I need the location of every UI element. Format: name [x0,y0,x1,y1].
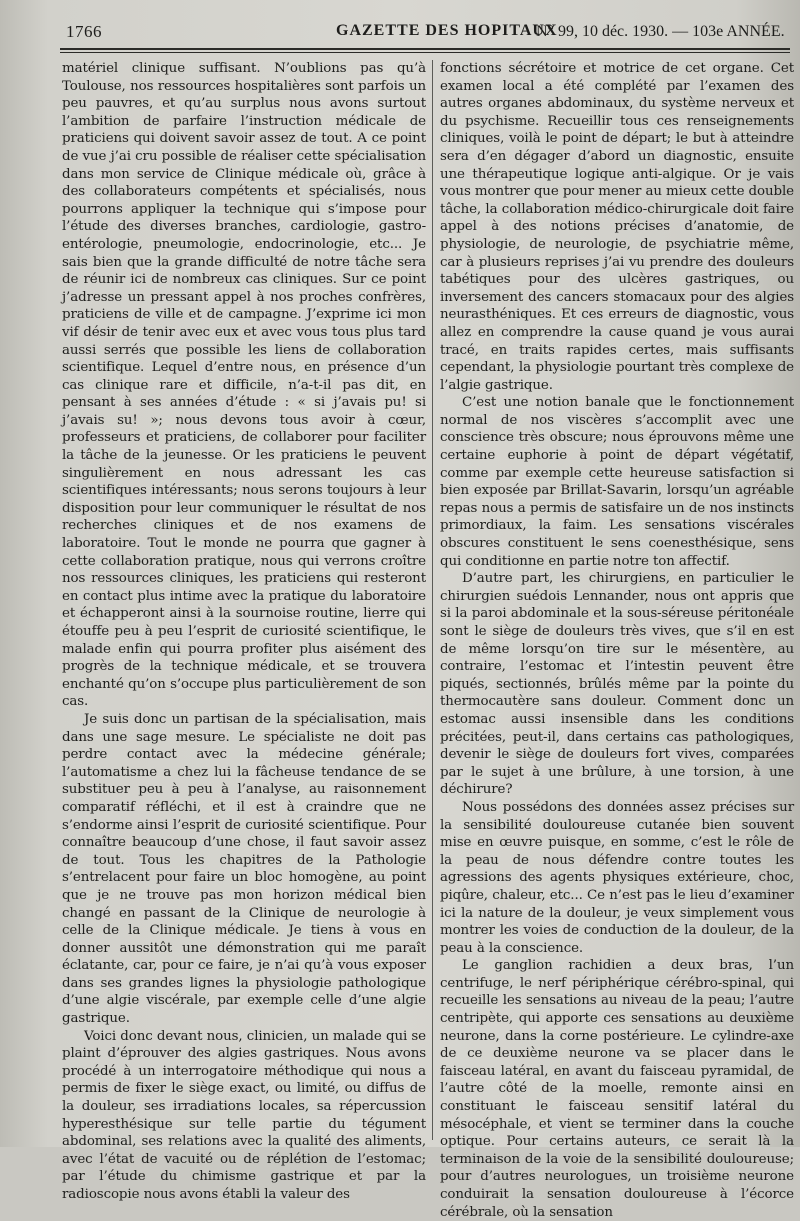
paragraph: Le ganglion rachidien a deux bras, l’un centrifuge, le nerf périphérique cérébro-spinal, qui recueille les sensations au niveau de la peau; l’autre centripète, qui apporte ces sensations au deuxième neurone, dans la corne postérieure. Le cylindre-axe de ce deuxième neurone va se placer dans le faisceau latéral, en avant du faisceau pyramidal, de l’autre côté de la moelle, remonte ainsi en constituant le faisceau sensitif latéral du mésocéphale, et vient se terminer dans la couche optique. Pour certains auteurs, ce serait là la terminaison de la voie de la sensibilité douloureuse; pour d’autres neurologues, un troisième neurone conduirait la sensation douloureuse à l’écorce cérébrale, où la sensation [440,958,794,1220]
issue-info: N° 99, 10 déc. 1930. — 103e ANNÉE. [536,23,785,40]
paragraph: D’autre part, les chirurgiens, en particulier le chirurgien suédois Lennander, nous ont appris que si la paroi abdominale et la sous-séreuse péritonéale sont le siège de douleurs très vives, que s’il en est de même lorsqu’on tire sur le mésentère, au contraire, l’estomac et l’intestin peuvent être piqués, sectionnés, brûlés même par la pointe du thermocautère sans douleur. Comment donc un estomac aussi insensible dans les conditions précitées, peut-il, dans certains cas pathologiques, devenir le siège de douleurs fort vives, comparées par le sujet à une brûlure, à une torsion, à une déchirure? [440,571,794,798]
paragraph: Voici donc devant nous, clinicien, un malade qui se plaint d’éprouver des algies gastriques. Nous avons procédé à un interrogatoire méthodique qui nous a permis de fixer le siège exact, ou limité, ou diffus de la douleur, ses irradiations locales, sa répercussion hyperesthésique sur telle partie du tégument abdominal, ses relations avec la qualité des aliments, avec l’état de vacuité ou de réplétion de l’estomac; par l’étude du chimisme gastrique et par la radioscopie nous avons établi la valeur des [62,1028,426,1202]
paragraph: Nous possédons des données assez précises sur la sensibilité douloureuse cutanée bien souvent mise en œuvre puisque, en somme, c’est le rôle de la peau de nous défendre contre toutes les agressions des agents physiques extérieure, choc, piqûre, chaleur, etc... Ce n’est pas le lieu d’examiner ici la nature de la douleur, je veux simplement vous montrer les voies de conduction de la douleur, de la peau à la conscience. [440,799,794,956]
right-column [440,60,794,1220]
column-divider [432,60,433,1140]
running-header [66,14,790,44]
paragraph: C’est une notion banale que le fonctionnement normal de nos viscères s’accomplit avec une conscience très obscure; nous éprouvons même une certaine euphorie à point de départ végétatif, comme par exemple cette heureuse satisfaction si bien exposée par Brillat-Savarin, lorsqu’un agréable repas nous a permis de satisfaire un de nos instincts primordiaux, la faim. Les sensations viscérales obscures constituent le sens coenesthésique, sens qui conditionne en partie notre ton affectif. [440,395,794,569]
paragraph: fonctions sécrétoire et motrice de cet organe. Cet examen local a été complété par l’examen des autres organes abdominaux, du système nerveux et du psychisme. Recueillir tous ces renseignements cliniques, voilà le point de départ; le but à atteindre sera d’en dégager d’abord un diagnostic, ensuite une thérapeutique logique anti-algique. Or je vais vous montrer que pour mener au mieux cette double tâche, la collaboration médico-chirurgicale doit faire appel à des notions précises d’anatomie, de physiologie, de neurologie, de psychiatrie même, car à plusieurs reprises j’ai vu prendre des douleurs tabétiques pour des ulcères gastriques, ou inversement des cancers stomacaux pour des algies neurasthéniques. Et ces erreurs de diagnostic, vous allez en comprendre la cause quand je vous aurai tracé, en traits rapides certes, mais suffisants cependant, la physiologie pourtant très complexe de l’algie gastrique. [440,61,794,393]
paragraph: Je suis donc un partisan de la spécialisation, mais dans une sage mesure. Le spécialiste ne doit pas perdre contact avec la médecine générale; l’automatisme a chez lui la fâcheuse tendance de se substituer peu à peu à l’analyse, au raisonnement comparatif réfléchi, et il est à craindre que ne s’endorme ainsi l’esprit de curiosité scientifique. Pour connaître beaucoup d’une chose, il faut savoir assez de tout. Tous les chapitres de la Pathologie s’entrelacent pour faire un bloc homogène, au point que je ne trouve pas mon horizon médical bien changé en passant de la Clinique de neurologie à celle de la Clinique médicale. Je tiens à vous en donner aussitôt une démonstration qui me paraît éclatante, car, pour ce faire, je n’ai qu’à vous exposer dans ses grandes lignes la physiologie pathologique d’une algie viscérale, par exemple celle d’une algie gastrique. [62,711,426,1027]
header-rule [60,48,790,50]
paragraph: matériel clinique suffisant. N’oublions pas qu’à Toulouse, nos ressources hospitalières sont parfois un peu pauvres, et qu’au surplus nous avons surtout l’ambition de parfaire l’instruction médicale de praticiens qui doivent savoir assez de tout. A ce point de vue j’ai cru possible de réaliser cette spécialisation dans mon service de Clinique médicale où, grâce à des collaborateurs compétents et spécialisés, nous pourrons appliquer la technique qui s’impose pour l’étude des diverses branches, cardiologie, gastro-entérologie, pneumologie, endocrinologie, etc... Je sais bien que la grande difficulté de notre tâche sera de réunir ici de nombreux cas cliniques. Sur ce point j’adresse un pressant appel à nos proches confrères, praticiens de ville et de campagne. J’exprime ici mon vif désir de tenir avec eux et avec vous tous plus tard aussi serrés que possible les liens de collaboration scientifique. Lequel d’entre nous, en présence d’un cas clinique rare et difficile, n’a-t-il pas dit, en pensant à ses années d’étude : « si j’avais pu! si j’avais su! »; nous devons tous avoir à cœur, professeurs et praticiens, de collaborer pour faciliter la tâche de la jeunesse. Or les praticiens le peuvent singulièrement en nous adressant les cas scientifiques intéressants; nous serons toujours à leur disposition pour leur communiquer le résultat de nos recherches cliniques et de nos examens de laboratoire. Tout le monde ne pourra que gagner à cette collaboration pratique, nous qui verrons croître nos ressources cliniques, les praticiens qui resteront en contact plus intime avec la pratique du laboratoire et échapperont ainsi à la sournoise routine, lierre qui étouffe peu à peu l’esprit de curiosité scientifique, le malade enfin qui pourra profiter plus aisément des progrès de la technique médicale, et se trouvera enchanté qu’on s’occupe plus particulièrement de son cas. [62,61,426,710]
header-rule-thin [60,52,790,53]
journal-title: GAZETTE DES HOPITAUX [336,22,558,39]
page-number: 1766 [66,22,102,41]
left-column [62,60,426,1202]
